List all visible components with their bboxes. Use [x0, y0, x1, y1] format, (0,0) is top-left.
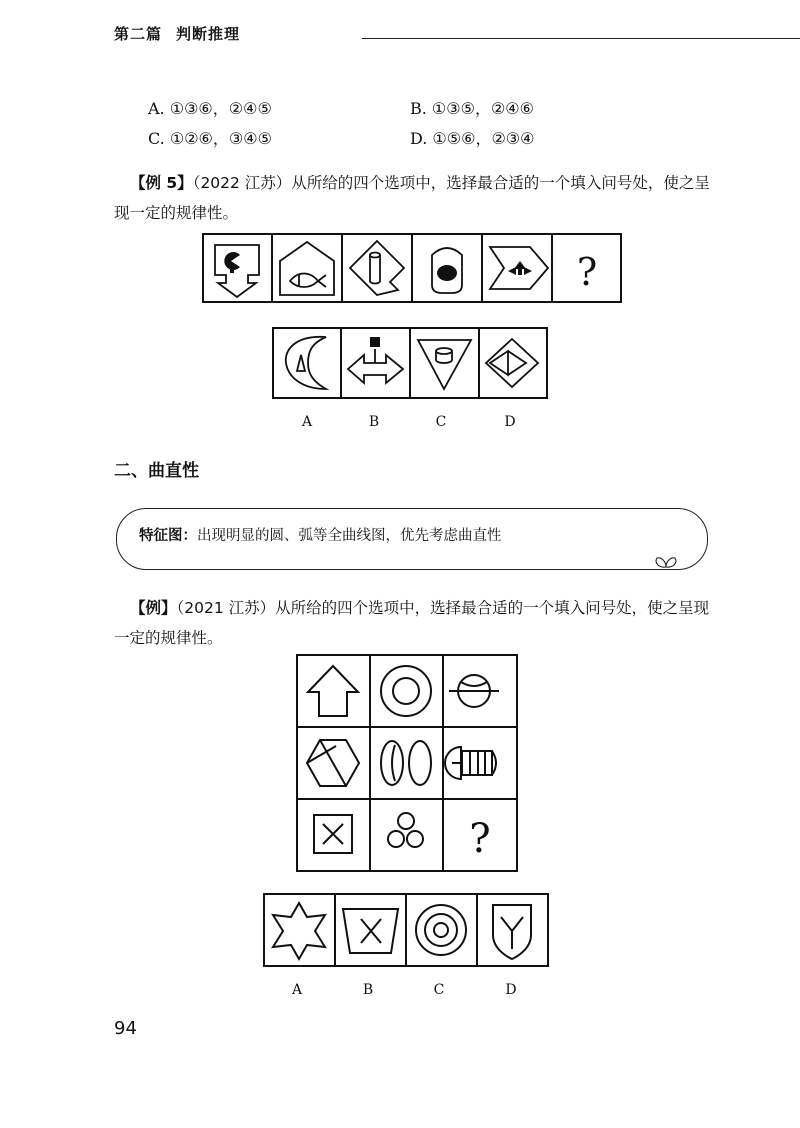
example5-question [114, 168, 714, 228]
page-number: 94 [114, 1018, 137, 1039]
header-part: 第二篇 [114, 25, 163, 43]
example5-options-figure [272, 327, 548, 399]
option-a-figure[interactable] [273, 903, 325, 959]
example5-text: （2022 江苏）从所给的四个选项中，选择最合适的一个填入问号处，使之呈现一定的规律性。 [114, 174, 710, 222]
ex5-option-c-figure[interactable] [418, 340, 471, 389]
grid-figure-rings [381, 741, 431, 785]
caption-a: A [291, 982, 303, 998]
example-label: 【例】 [130, 599, 177, 617]
option-d-figure[interactable] [493, 905, 531, 959]
caption-c: C [433, 982, 445, 998]
leaf-icon [653, 555, 679, 569]
ex5-caption-b: B [368, 414, 380, 430]
grid-figure-concentric [381, 666, 431, 716]
grid-figure-hexagon [307, 740, 359, 786]
seq-figure-5 [490, 247, 548, 289]
ex5-option-d-figure[interactable] [486, 339, 538, 387]
ex5-caption-a: A [301, 414, 313, 430]
ex5-caption-c: C [435, 414, 447, 430]
seq-figure-4 [432, 248, 462, 293]
header-section: 判断推理 [176, 25, 241, 43]
feature-label: 特征图： [139, 528, 197, 544]
grid-figure-ball [449, 675, 499, 707]
prev-option-b[interactable]: B. ①③⑤，②④⑥ [410, 99, 534, 118]
caption-d: D [505, 982, 517, 998]
seq-question-mark: ? [576, 250, 598, 294]
example5-label: 【例 5】 [130, 174, 193, 192]
example-options-figure [263, 893, 549, 967]
caption-b: B [362, 982, 374, 998]
ex5-option-b-figure[interactable] [348, 337, 403, 383]
grid-figure-three-circles [388, 813, 423, 847]
grid-figure-arrow [308, 666, 358, 716]
feature-box [116, 508, 708, 570]
example-question [114, 593, 714, 653]
header-title [114, 23, 240, 44]
option-c-figure[interactable] [416, 905, 466, 955]
grid-figure-box-x [314, 815, 352, 853]
example-grid-figure [296, 654, 518, 872]
section-title: 二、曲直性 [114, 461, 199, 481]
feature-content: 出现明显的圆、弧等全曲线图，优先考虑曲直性 [197, 528, 502, 544]
ex5-option-a-figure[interactable] [286, 337, 326, 389]
seq-figure-1 [215, 245, 259, 297]
seq-figure-3 [350, 241, 404, 295]
prev-option-d[interactable]: D. ①⑤⑥，②③④ [410, 129, 535, 148]
header-rule [362, 38, 800, 39]
grid-figure-screw [445, 747, 496, 779]
prev-option-a[interactable]: A. ①③⑥，②④⑤ [148, 99, 272, 118]
running-header [114, 18, 714, 54]
seq-figure-2 [280, 242, 334, 295]
prev-option-c[interactable]: C. ①②⑥，③④⑤ [148, 129, 272, 148]
option-b-figure[interactable] [343, 909, 398, 953]
ex5-caption-d: D [504, 414, 516, 430]
example-text: （2021 江苏）从所给的四个选项中，选择最合适的一个填入问号处，使之呈现一定的规律性。 [114, 599, 710, 647]
example5-sequence-figure [202, 233, 622, 303]
feature-text [139, 524, 502, 545]
grid-question-mark: ? [469, 816, 491, 862]
